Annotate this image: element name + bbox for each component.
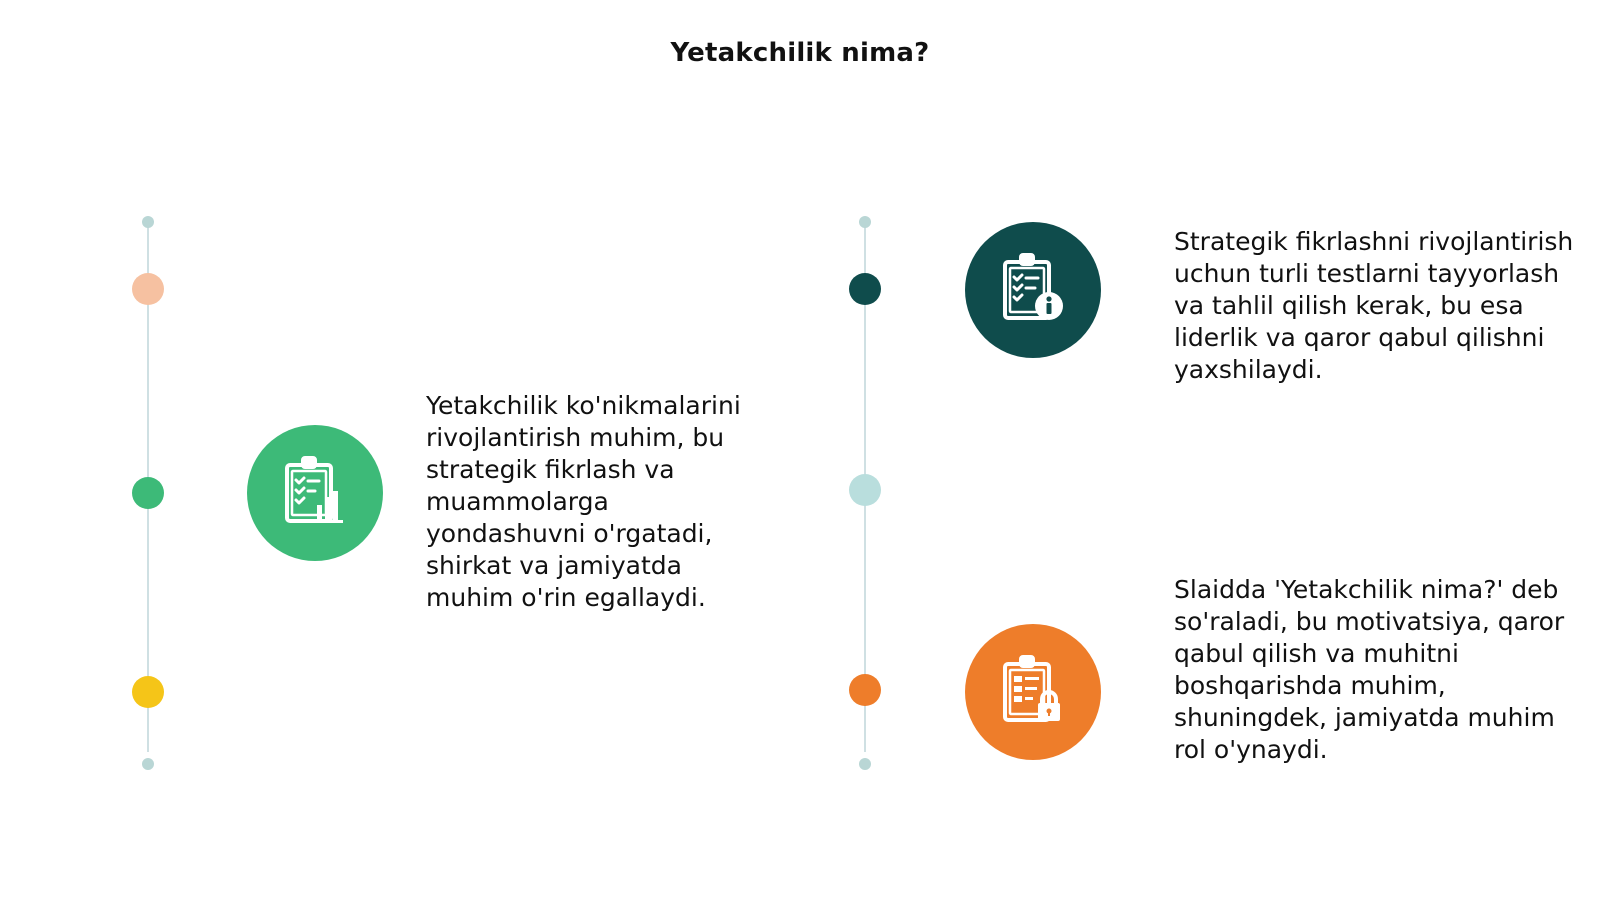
item-2-text: Strategik fikrlashni rivojlantirish uchun turli testlarni tayyorlash va tahlil qilish kerak, bu esa liderlik va qaror qabul qilishni yaxshilaydi. <box>1174 227 1574 384</box>
item-2-badge <box>965 222 1101 358</box>
clipboard-lock-icon <box>995 652 1071 733</box>
timeline-left-dot-2 <box>132 477 164 509</box>
timeline-right-dot-3 <box>849 674 881 706</box>
timeline-left-bottom-cap <box>142 758 154 770</box>
timeline-left-top-cap <box>142 216 154 228</box>
item-1-text: Yetakchilik ko'nikmalarini rivojlantirish muhim, bu strategik fikrlash va muammolarga yondashuvni o'rgatadi, shirkat va jamiyatda muhim o'rin egallaydi. <box>426 391 741 612</box>
timeline-right-top-cap <box>859 216 871 228</box>
timeline-right-bottom-cap <box>859 758 871 770</box>
timeline-left-dot-3 <box>132 676 164 708</box>
timeline-left-dot-1 <box>132 273 164 305</box>
timeline-right-dot-2 <box>849 474 881 506</box>
item-3-text: Slaidda 'Yetakchilik nima?' deb so'raladi, bu motivatsiya, qaror qabul qilish va muhitni boshqarishda muhim, shuningdek, jamiyatda muhim rol o'ynaydi. <box>1174 575 1565 764</box>
item-1-badge <box>247 425 383 561</box>
timeline-right-dot-1 <box>849 273 881 305</box>
clipboard-info-icon <box>995 250 1071 331</box>
clipboard-chart-icon <box>277 453 353 534</box>
item-3-badge <box>965 624 1101 760</box>
page-title: Yetakchilik nima? <box>670 38 930 68</box>
